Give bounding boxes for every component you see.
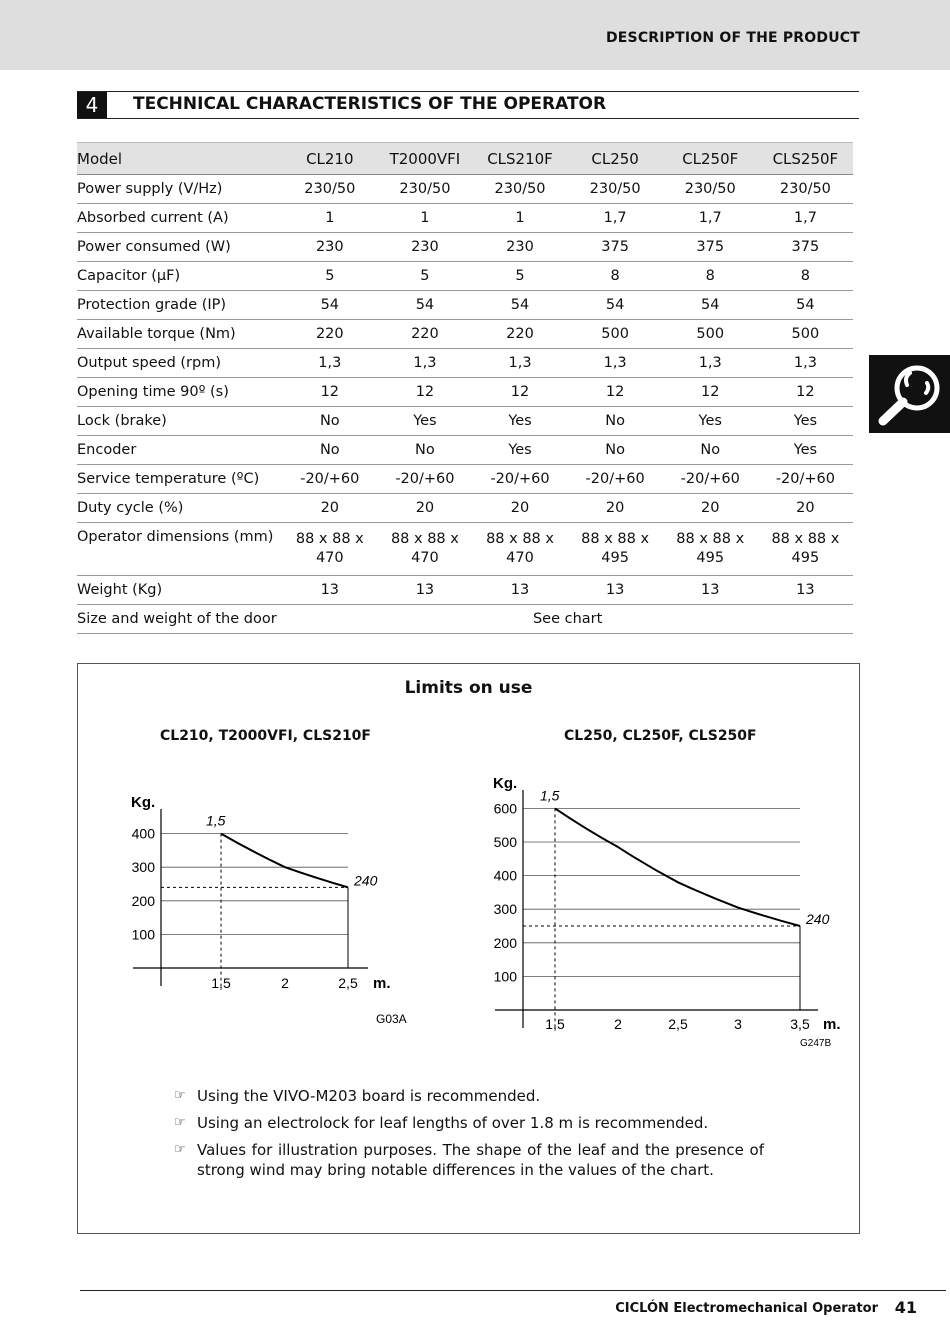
spec-table <box>77 142 853 634</box>
table-cell: 20 <box>472 494 567 523</box>
table-cell: 230 <box>472 233 567 262</box>
series-line <box>555 808 800 926</box>
x-tick-label: 3,5 <box>790 1016 810 1032</box>
x-tick-label: 1,5 <box>211 975 231 991</box>
table-cell: Yes <box>758 436 853 465</box>
table-cell: 54 <box>663 291 758 320</box>
table-cell: 88 x 88 x 495 <box>758 523 853 576</box>
table-cell-label: Power consumed (W) <box>77 233 282 262</box>
y-axis-label: Kg. <box>131 794 156 811</box>
table-cell-label: Lock (brake) <box>77 407 282 436</box>
y-axis-label: Kg. <box>493 775 518 792</box>
table-header: CL250 <box>568 143 663 175</box>
table-cell: 13 <box>663 576 758 605</box>
table-cell: 88 x 88 x 495 <box>663 523 758 576</box>
table-cell-label: Capacitor (µF) <box>77 262 282 291</box>
note-item <box>174 1086 764 1106</box>
y-tick-label: 200 <box>131 892 155 909</box>
table-header: CL250F <box>663 143 758 175</box>
y-tick-label: 300 <box>493 901 517 918</box>
table-body <box>77 175 853 634</box>
table-cell: See chart <box>282 605 853 634</box>
table-cell: 13 <box>472 576 567 605</box>
chart-code: G247B <box>800 1038 832 1049</box>
x-tick-label: 2 <box>614 1016 622 1032</box>
pointing-hand-icon: ☞ <box>174 1115 186 1130</box>
table-header: CL210 <box>282 143 377 175</box>
table-row <box>77 262 853 291</box>
x-axis-label: m. <box>823 1016 841 1033</box>
page-number: 41 <box>894 1298 917 1317</box>
y-tick-label: 100 <box>131 926 155 943</box>
table-cell: 375 <box>758 233 853 262</box>
table-row <box>77 204 853 233</box>
table-cell: Yes <box>758 407 853 436</box>
chart-1-title: CL210, T2000VFI, CLS210F <box>160 728 371 744</box>
table-cell: 220 <box>377 320 472 349</box>
limits-title: Limits on use <box>404 678 533 698</box>
header-title: DESCRIPTION OF THE PRODUCT <box>605 30 860 46</box>
footer-rule <box>80 1290 946 1291</box>
table-cell-label: Size and weight of the door <box>77 605 282 634</box>
table-header: Model <box>77 143 282 175</box>
table-cell: 54 <box>282 291 377 320</box>
table-cell: 5 <box>377 262 472 291</box>
table-cell: 500 <box>663 320 758 349</box>
x-tick-label: 1,5 <box>545 1016 565 1032</box>
table-cell: 12 <box>758 378 853 407</box>
table-cell: 13 <box>568 576 663 605</box>
table-header: T2000VFI <box>377 143 472 175</box>
y-tick-label: 600 <box>493 800 517 817</box>
note-text: Using the VIVO-M203 board is recommended. <box>197 1087 541 1105</box>
annotation-start: 1,5 <box>540 787 560 804</box>
table-cell: 12 <box>663 378 758 407</box>
table-cell: 230/50 <box>472 175 567 204</box>
table-cell: Yes <box>472 436 567 465</box>
table-cell: 20 <box>568 494 663 523</box>
table-cell: 13 <box>377 576 472 605</box>
table-cell: 20 <box>282 494 377 523</box>
annotation-end: 240 <box>354 872 378 889</box>
table-cell: 12 <box>472 378 567 407</box>
x-tick-label: 2 <box>281 975 289 991</box>
table-cell: 230/50 <box>377 175 472 204</box>
table-row <box>77 407 853 436</box>
table-row <box>77 291 853 320</box>
table-row <box>77 320 853 349</box>
table-cell: 13 <box>282 576 377 605</box>
table-cell: 20 <box>758 494 853 523</box>
table-cell-label: Opening time 90º (s) <box>77 378 282 407</box>
table-cell: 20 <box>377 494 472 523</box>
table-cell: 230 <box>282 233 377 262</box>
table-row <box>77 349 853 378</box>
table-cell: 500 <box>568 320 663 349</box>
y-tick-label: 400 <box>493 867 517 884</box>
table-cell: 8 <box>568 262 663 291</box>
table-cell: 220 <box>472 320 567 349</box>
table-cell-label: Output speed (rpm) <box>77 349 282 378</box>
table-cell: Yes <box>377 407 472 436</box>
chart-code: G03A <box>376 1012 407 1026</box>
pointing-hand-icon: ☞ <box>174 1088 186 1103</box>
table-cell: -20/+60 <box>568 465 663 494</box>
table-header: CLS250F <box>758 143 853 175</box>
limits-charts <box>78 664 859 1084</box>
chart-2-title: CL250, CL250F, CLS250F <box>564 728 757 744</box>
notes-list <box>174 1086 764 1187</box>
table-row <box>77 436 853 465</box>
section-number: 4 <box>77 92 107 118</box>
table-cell-label: Power supply (V/Hz) <box>77 175 282 204</box>
table-cell-label: Service temperature (ºC) <box>77 465 282 494</box>
table-row <box>77 465 853 494</box>
table-row <box>77 378 853 407</box>
series-line <box>221 834 348 888</box>
table-cell: -20/+60 <box>472 465 567 494</box>
table-cell: 1 <box>282 204 377 233</box>
table-cell: 12 <box>377 378 472 407</box>
table-cell: 220 <box>282 320 377 349</box>
table-cell: 88 x 88 x 495 <box>568 523 663 576</box>
note-item <box>174 1140 764 1180</box>
footer-text: CICLÓN Electromechanical Operator <box>615 1301 878 1316</box>
table-cell: Yes <box>663 407 758 436</box>
table-cell: 88 x 88 x 470 <box>377 523 472 576</box>
table-cell: 375 <box>663 233 758 262</box>
magnifier-icon <box>869 355 950 433</box>
table-cell-label: Encoder <box>77 436 282 465</box>
table-cell: 12 <box>282 378 377 407</box>
table-cell: 1,3 <box>758 349 853 378</box>
table-row <box>77 605 853 634</box>
table-cell: 88 x 88 x 470 <box>282 523 377 576</box>
table-cell: 54 <box>377 291 472 320</box>
table-cell: 230/50 <box>758 175 853 204</box>
table-cell: No <box>282 407 377 436</box>
table-cell: -20/+60 <box>282 465 377 494</box>
table-cell: No <box>663 436 758 465</box>
table-cell: 8 <box>758 262 853 291</box>
y-tick-label: 100 <box>493 968 517 985</box>
table-cell: Yes <box>472 407 567 436</box>
table-cell: 500 <box>758 320 853 349</box>
table-cell: 5 <box>282 262 377 291</box>
table-cell: No <box>377 436 472 465</box>
table-cell: 54 <box>758 291 853 320</box>
table-cell: 230/50 <box>568 175 663 204</box>
table-cell: 1,3 <box>568 349 663 378</box>
table-cell-label: Available torque (Nm) <box>77 320 282 349</box>
table-row <box>77 576 853 605</box>
note-item <box>174 1113 764 1133</box>
table-cell: 1,3 <box>377 349 472 378</box>
y-tick-label: 400 <box>131 825 155 842</box>
table-row <box>77 523 853 576</box>
table-cell: 13 <box>758 576 853 605</box>
x-tick-label: 2,5 <box>668 1016 688 1032</box>
table-header: CLS210F <box>472 143 567 175</box>
table-cell: 230/50 <box>663 175 758 204</box>
table-cell: 88 x 88 x 470 <box>472 523 567 576</box>
table-cell: 1,3 <box>663 349 758 378</box>
table-cell: -20/+60 <box>377 465 472 494</box>
table-cell: No <box>568 436 663 465</box>
table-row <box>77 233 853 262</box>
table-cell: 54 <box>568 291 663 320</box>
table-cell: 375 <box>568 233 663 262</box>
table-cell: -20/+60 <box>758 465 853 494</box>
note-text: Values for illustration purposes. The shape of the leaf and the presence of strong wind may bring notable differences in the values of the chart. <box>197 1141 764 1179</box>
table-row <box>77 175 853 204</box>
table-cell-label: Protection grade (IP) <box>77 291 282 320</box>
table-cell: 1,7 <box>758 204 853 233</box>
table-cell-label: Absorbed current (A) <box>77 204 282 233</box>
table-cell-label: Duty cycle (%) <box>77 494 282 523</box>
table-cell: 1,3 <box>282 349 377 378</box>
table-cell: 1,7 <box>663 204 758 233</box>
limits-panel <box>77 663 860 1234</box>
table-cell: 12 <box>568 378 663 407</box>
table-cell: 1 <box>472 204 567 233</box>
table-cell: No <box>282 436 377 465</box>
table-cell-label: Operator dimensions (mm) <box>77 523 282 576</box>
note-text: Using an electrolock for leaf lengths of over 1.8 m is recommended. <box>197 1114 709 1132</box>
table-cell: No <box>568 407 663 436</box>
pointing-hand-icon: ☞ <box>174 1142 186 1157</box>
x-tick-label: 2,5 <box>338 975 358 991</box>
y-tick-label: 300 <box>131 859 155 876</box>
table-cell: 54 <box>472 291 567 320</box>
table-cell: 20 <box>663 494 758 523</box>
table-row <box>77 494 853 523</box>
annotation-start: 1,5 <box>206 812 226 829</box>
section-heading <box>77 91 859 119</box>
side-tab <box>869 355 950 433</box>
annotation-end: 240 <box>806 911 830 927</box>
x-tick-label: 3 <box>734 1016 742 1032</box>
section-title: TECHNICAL CHARACTERISTICS OF THE OPERATOR <box>133 94 607 114</box>
y-tick-label: 500 <box>493 834 517 850</box>
table-cell: 1 <box>377 204 472 233</box>
table-cell: 230/50 <box>282 175 377 204</box>
table-cell: 8 <box>663 262 758 291</box>
table-cell: 5 <box>472 262 567 291</box>
table-header-row <box>77 143 853 175</box>
table-cell: -20/+60 <box>663 465 758 494</box>
y-tick-label: 200 <box>493 934 517 951</box>
x-axis-label: m. <box>373 975 391 992</box>
table-cell: 230 <box>377 233 472 262</box>
table-cell-label: Weight (Kg) <box>77 576 282 605</box>
table-cell: 1,3 <box>472 349 567 378</box>
table-cell: 1,7 <box>568 204 663 233</box>
